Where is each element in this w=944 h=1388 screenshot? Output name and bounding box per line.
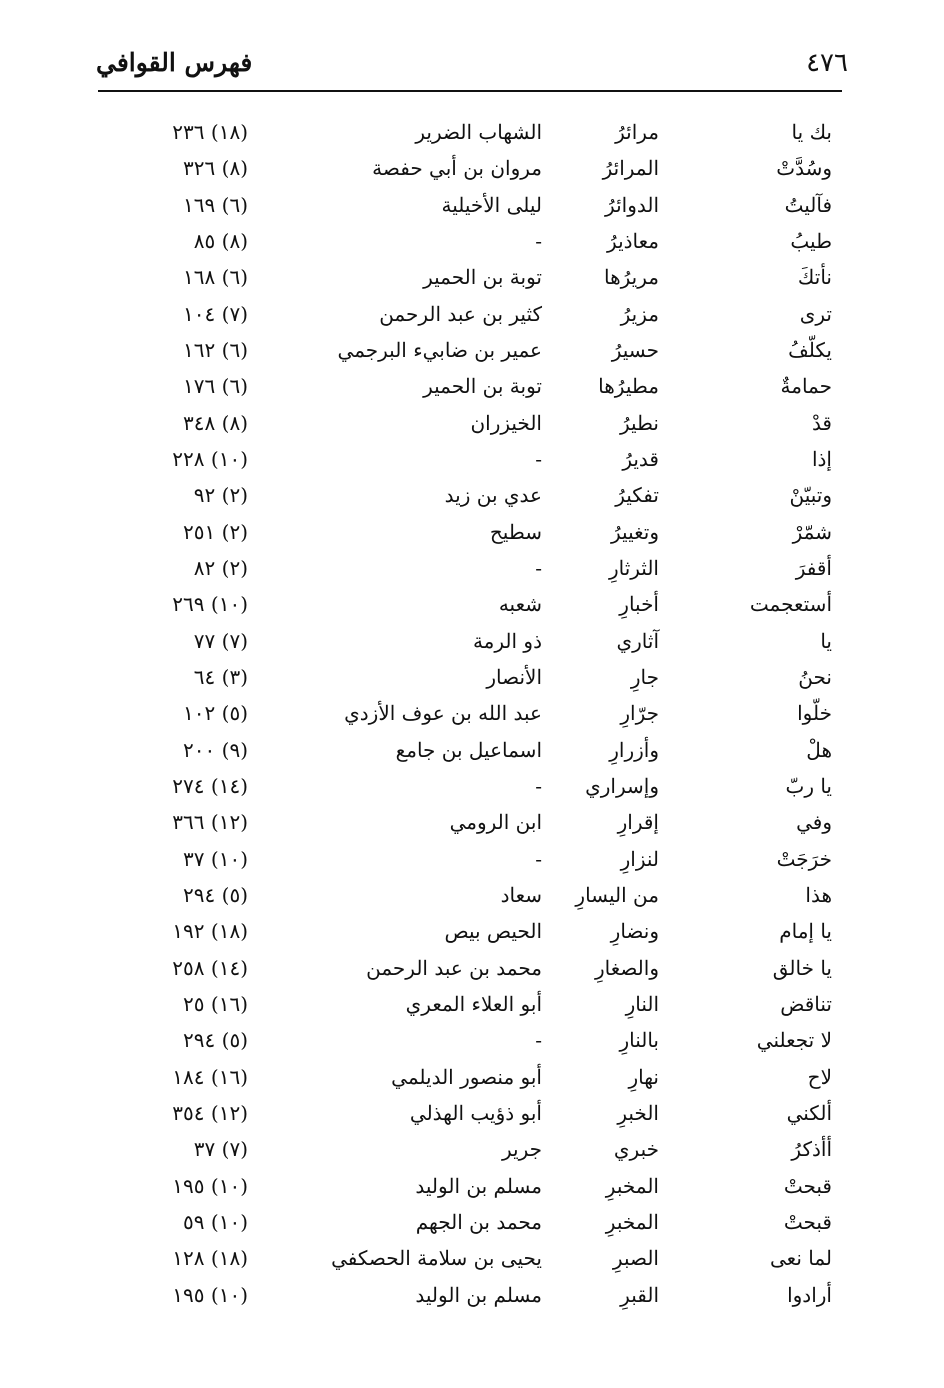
verse-opening-word: قدْ: [811, 410, 832, 435]
poet-name: شعبه: [498, 592, 542, 617]
index-row: [0, 877, 944, 913]
index-row: [0, 1277, 944, 1313]
page-reference: (١٨) ١٢٨: [172, 1246, 248, 1271]
index-row: [0, 1131, 944, 1167]
page-reference: (٢) ٨٢: [193, 555, 248, 580]
rhyme-word: إقرارِ: [617, 810, 659, 835]
page-reference: (١٢) ٣٦٦: [172, 810, 248, 835]
rhyme-word: حسيرُ: [611, 337, 659, 362]
poet-name: مروان بن أبي حفصة: [372, 156, 542, 181]
rhyme-word: قديرُ: [622, 446, 659, 471]
verse-opening-word: فآليتُ: [784, 192, 832, 217]
index-row: [0, 223, 944, 259]
index-row: [0, 150, 944, 186]
rhyme-word: من اليسارِ: [575, 882, 659, 907]
index-row: [0, 1022, 944, 1058]
rhyme-index-list: [0, 114, 944, 1313]
page-reference: (٧) ٣٧: [193, 1137, 248, 1162]
verse-opening-word: شمّرْ: [792, 519, 832, 544]
poet-name: الأنصار: [486, 664, 542, 689]
rhyme-word: المخبرِ: [605, 1173, 659, 1198]
poet-name: ذو الرمة: [472, 628, 542, 653]
poet-name: -: [535, 773, 542, 798]
rhyme-word: مزيرُ: [620, 301, 659, 326]
page-reference: (٥) ٢٩٤: [183, 1028, 248, 1053]
rhyme-word: الدوائرُ: [605, 192, 659, 217]
verse-opening-word: أستعجمت: [749, 592, 832, 617]
poet-name: ابن الرومي: [449, 810, 542, 835]
index-row: [0, 1059, 944, 1095]
poet-name: أبو العلاء المعري: [405, 991, 542, 1016]
poet-name: -: [535, 228, 542, 253]
rhyme-word: مرائرُ: [615, 120, 659, 144]
page-reference: (١٤) ٢٥٨: [172, 955, 248, 980]
page-reference: (٦) ١٦٨: [183, 265, 248, 290]
poet-name: الشهاب الضرير: [415, 120, 542, 144]
verse-opening-word: وفي: [796, 810, 832, 835]
poet-name: الحيص بيص: [444, 919, 542, 944]
rhyme-word: مطيرُها: [598, 374, 659, 399]
poet-name: -: [535, 846, 542, 871]
page-reference: (١٤) ٢٧٤: [172, 773, 248, 798]
verse-opening-word: وسُدَّتْ: [776, 156, 832, 181]
page-reference: (٦) ١٦٩: [183, 192, 248, 217]
verse-opening-word: أرادوا: [787, 1282, 832, 1307]
index-row: [0, 695, 944, 731]
verse-opening-word: تناقض: [780, 991, 832, 1016]
poet-name: كثير بن عبد الرحمن: [379, 301, 542, 326]
verse-opening-word: لا تجعلني: [756, 1028, 832, 1053]
poet-name: جرير: [502, 1137, 542, 1162]
rhyme-word: النارِ: [625, 991, 659, 1016]
verse-opening-word: أأذكرُ: [791, 1137, 832, 1162]
poet-name: اسماعيل بن جامع: [395, 737, 542, 762]
page-reference: (٥) ١٠٢: [183, 701, 248, 726]
rhyme-word: تفكيرُ: [615, 483, 659, 508]
verse-opening-word: خرَجَتْ: [776, 846, 832, 871]
page-reference: (١٦) ١٨٤: [172, 1064, 248, 1089]
index-row: [0, 368, 944, 404]
verse-opening-word: يا ربّ: [785, 773, 832, 798]
rhyme-word: أخبارِ: [619, 592, 659, 617]
rhyme-word: المرائرُ: [602, 156, 659, 181]
index-row: [0, 986, 944, 1022]
page-reference: (١٠) ١٩٥: [172, 1282, 248, 1307]
poet-name: -: [535, 446, 542, 471]
poet-name: مسلم بن الوليد: [415, 1173, 542, 1198]
index-row: [0, 950, 944, 986]
poet-name: محمد بن الجهم: [415, 1209, 542, 1234]
page-reference: (٩) ٢٠٠: [183, 737, 248, 762]
verse-opening-word: لما نعى: [770, 1246, 832, 1271]
index-row: [0, 477, 944, 513]
rhyme-word: وإسراري: [585, 773, 659, 798]
verse-opening-word: هذا: [805, 882, 832, 907]
rhyme-word: الخبرِ: [617, 1100, 659, 1125]
index-row: [0, 514, 944, 550]
page-reference: (٨) ٨٥: [193, 228, 248, 253]
page-reference: (١٨) ١٩٢: [172, 919, 248, 944]
rhyme-word: نطيرُ: [619, 410, 659, 435]
rhyme-word: المخبرِ: [605, 1209, 659, 1234]
index-row: [0, 913, 944, 949]
poet-name: الخيزران: [470, 410, 542, 435]
page-reference: (١٠) ٥٩: [183, 1209, 248, 1234]
index-row: [0, 114, 944, 150]
rhyme-word: الثرثارِ: [608, 555, 659, 580]
rhyme-word: آثاري: [616, 628, 659, 653]
page-reference: (٦) ١٦٢: [183, 337, 248, 362]
verse-opening-word: ترى: [799, 301, 832, 326]
index-row: [0, 332, 944, 368]
page-reference: (١٠) ٢٢٨: [172, 446, 248, 471]
index-row: [0, 441, 944, 477]
index-row: [0, 1168, 944, 1204]
verse-opening-word: نأتكَ: [797, 265, 832, 290]
verse-opening-word: يا: [820, 628, 832, 653]
index-row: [0, 405, 944, 441]
poet-name: عدي بن زيد: [444, 483, 542, 508]
rhyme-word: الصبرِ: [612, 1246, 659, 1271]
poet-name: سطيح: [489, 519, 542, 544]
page-reference: (١٠) ١٩٥: [172, 1173, 248, 1198]
index-row: [0, 659, 944, 695]
page-reference: (٦) ١٧٦: [183, 374, 248, 399]
poet-name: توبة بن الحمير: [423, 374, 542, 399]
verse-opening-word: أقفرَ: [795, 555, 832, 580]
poet-name: سعاد: [500, 882, 542, 907]
header-rule: [98, 90, 842, 92]
poet-name: توبة بن الحمير: [423, 265, 542, 290]
verse-opening-word: نحنُ: [798, 664, 832, 689]
rhyme-word: نهارِ: [628, 1064, 659, 1089]
page-reference: (١٦) ٢٥: [183, 991, 248, 1016]
rhyme-word: جرّارِ: [620, 701, 659, 726]
index-row: [0, 804, 944, 840]
rhyme-word: خبري: [613, 1137, 659, 1162]
page-reference: (٢) ٩٢: [193, 483, 248, 508]
page-reference: (١٢) ٣٥٤: [172, 1100, 248, 1125]
index-row: [0, 841, 944, 877]
page-reference: (٧) ٧٧: [193, 628, 248, 653]
rhyme-word: والصغارِ: [594, 955, 659, 980]
poet-name: -: [535, 1028, 542, 1053]
page-reference: (٢) ٢٥١: [183, 519, 248, 544]
verse-opening-word: إذا: [811, 446, 832, 471]
index-row: [0, 623, 944, 659]
page-number: ٤٧٦: [806, 48, 848, 78]
poet-name: -: [535, 555, 542, 580]
page-reference: (٧) ١٠٤: [183, 301, 248, 326]
verse-opening-word: يكلّفُ: [788, 337, 832, 362]
poet-name: ليلى الأخيلية: [441, 192, 542, 217]
verse-opening-word: طيبُ: [790, 228, 832, 253]
rhyme-word: القبرِ: [620, 1282, 659, 1307]
verse-opening-word: قبحتْ: [783, 1209, 832, 1234]
page-reference: (٣) ٦٤: [193, 664, 248, 689]
verse-opening-word: يا خالق: [772, 955, 832, 980]
rhyme-word: وتغييرُ: [611, 519, 659, 544]
poet-name: يحيى بن سلامة الحصكفي: [331, 1246, 542, 1271]
rhyme-word: مريرُها: [604, 265, 659, 290]
poet-name: عمير بن ضابيء البرجمي: [337, 337, 542, 362]
rhyme-word: لنزارِ: [620, 846, 659, 871]
index-row: [0, 187, 944, 223]
rhyme-word: بالنارِ: [619, 1028, 659, 1053]
running-head: [96, 44, 848, 88]
rhyme-word: جارِ: [630, 664, 659, 689]
index-row: [0, 1204, 944, 1240]
poet-name: أبو منصور الديلمي: [391, 1064, 542, 1089]
page-reference: (١٨) ٢٣٦: [172, 120, 248, 144]
verse-opening-word: لاح: [807, 1064, 832, 1089]
verse-opening-word: حمامةٌ: [780, 374, 832, 399]
index-row: [0, 296, 944, 332]
poet-name: عبد الله بن عوف الأزدي: [344, 701, 542, 726]
verse-opening-word: يا إمام: [779, 919, 832, 944]
verse-opening-word: ألكني: [786, 1100, 832, 1125]
index-row: [0, 586, 944, 622]
page-reference: (١٠) ٢٦٩: [172, 592, 248, 617]
rhyme-word: وأزرارِ: [609, 737, 659, 762]
poet-name: محمد بن عبد الرحمن: [366, 955, 542, 980]
rhyme-word: معاذيرُ: [607, 228, 659, 253]
index-row: [0, 768, 944, 804]
index-row: [0, 732, 944, 768]
poet-name: مسلم بن الوليد: [415, 1282, 542, 1307]
rhyme-word: ونضارِ: [610, 919, 659, 944]
verse-opening-word: قبحتْ: [783, 1173, 832, 1198]
index-row: [0, 1240, 944, 1276]
page-reference: (١٠) ٣٧: [183, 846, 248, 871]
index-row: [0, 1095, 944, 1131]
verse-opening-word: بك يا: [791, 120, 832, 144]
page-reference: (٨) ٣٢٦: [183, 156, 248, 181]
section-title: فهرس القوافي: [96, 48, 253, 77]
verse-opening-word: خلّوا: [797, 701, 832, 726]
verse-opening-word: هلْ: [806, 737, 832, 762]
poet-name: أبو ذؤيب الهذلي: [409, 1100, 542, 1125]
verse-opening-word: وتبيّنْ: [789, 483, 832, 508]
index-row: [0, 550, 944, 586]
page-reference: (٨) ٣٤٨: [183, 410, 248, 435]
page-reference: (٥) ٢٩٤: [183, 882, 248, 907]
index-row: [0, 259, 944, 295]
